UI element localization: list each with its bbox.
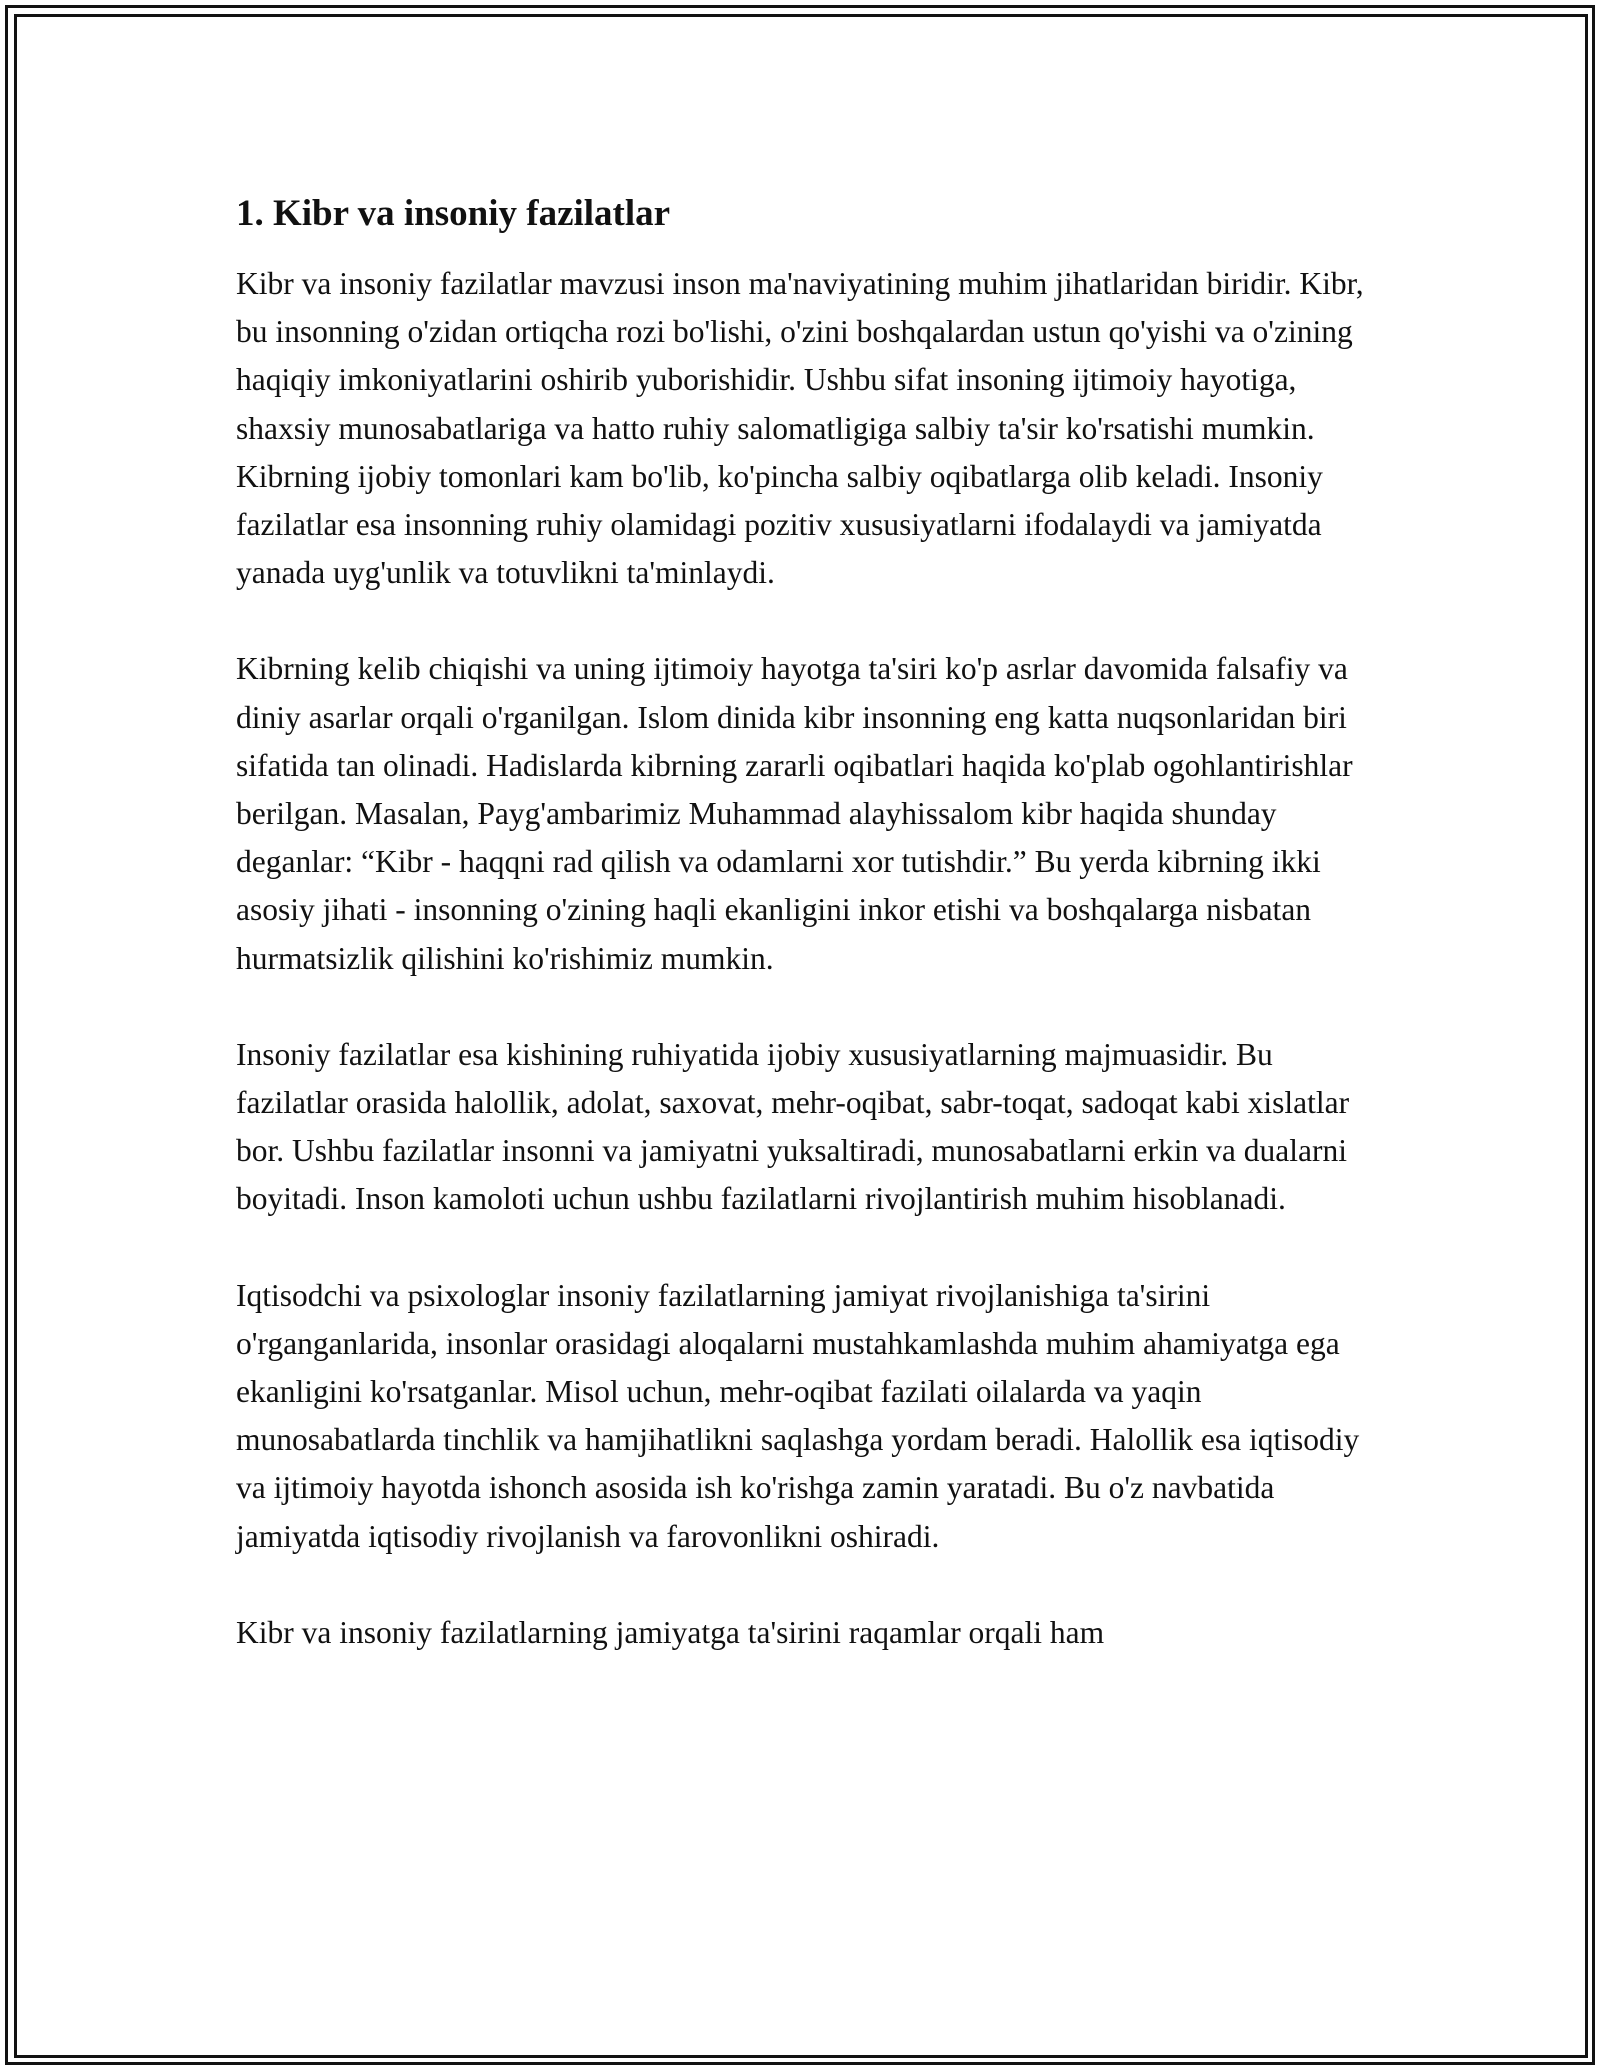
document-body <box>236 190 1376 1705</box>
paragraph: Iqtisodchi va psixologlar insoniy fazilatlarning jamiyat rivojlanishiga ta'sirini o'rganganlarida, insonlar orasidagi aloqalarni mustahkamlashda muhim ahamiyatga ega ekanligini ko'rsatganlar. Misol uchun, mehr-oqibat fazilati oilalarda va yaqin munosabatlarda tinchlik va hamjihatlikni saqlashga yordam beradi. Halollik esa iqtisodiy va ijtimoiy hayotda ishonch asosida ish ko'rishga zamin yaratadi. Bu o'z navbatida jamiyatda iqtisodiy rivojlanish va farovonlikni oshiradi. <box>236 1277 1360 1554</box>
paragraph: Kibr va insoniy fazilatlarning jamiyatga ta'sirini raqamlar orqali ham <box>236 1614 1105 1650</box>
paragraph: Kibrning kelib chiqishi va uning ijtimoiy hayotga ta'siri ko'p asrlar davomida falsafiy va diniy asarlar orqali o'rganilgan. Islom dinida kibr insonning eng katta nuqsonlaridan biri sifatida tan olinadi. Hadislarda kibrning zararli oqibatlari haqida ko'plab ogohlantirishlar berilgan. Masalan, Payg'ambarimiz Muhammad alayhissalom kibr haqida shunday deganlar: “Kibr - haqqni rad qilish va odamlarni xor tutishdir.” Bu yerda kibrning ikki asosiy jihati - insonning o'zining haqli ekanligini inkor etishi va boshqalarga nisbatan hurmatsizlik qilishini ko'rishimiz mumkin. <box>236 651 1353 976</box>
paragraph-list <box>236 260 1376 1657</box>
section-heading: 1. Kibr va insoniy fazilatlar <box>236 193 671 234</box>
paragraph: Insoniy fazilatlar esa kishining ruhiyatida ijobiy xususiyatlarning majmuasidir. Bu fazilatlar orasida halollik, adolat, saxovat, mehr-oqibat, sabr-toqat, sadoqat kabi xislatlar bor. Ushbu fazilatlar insonni va jamiyatni yuksaltiradi, munosabatlarni erkin va dualarni boyitadi. Inson kamoloti uchun ushbu fazilatlarni rivojlantirish muhim hisoblanadi. <box>236 1036 1350 1217</box>
paragraph: Kibr va insoniy fazilatlar mavzusi inson ma'naviyatining muhim jihatlaridan biridir. Kibr, bu insonning o'zidan ortiqcha rozi bo'lishi, o'zini boshqalardan ustun qo'yishi va o'zining haqiqiy imkoniyatlarini oshirib yuborishidir. Ushbu sifat insoning ijtimoiy hayotiga, shaxsiy munosabatlariga va hatto ruhiy salomatligiga salbiy ta'sir ko'rsatishi mumkin. Kibrning ijobiy tomonlari kam bo'lib, ko'pincha salbiy oqibatlarga olib keladi. Insoniy fazilatlar esa insonning ruhiy olamidagi pozitiv xususiyatlarni ifodalaydi va jamiyatda yanada uyg'unlik va totuvlikni ta'minlaydi. <box>236 266 1364 591</box>
